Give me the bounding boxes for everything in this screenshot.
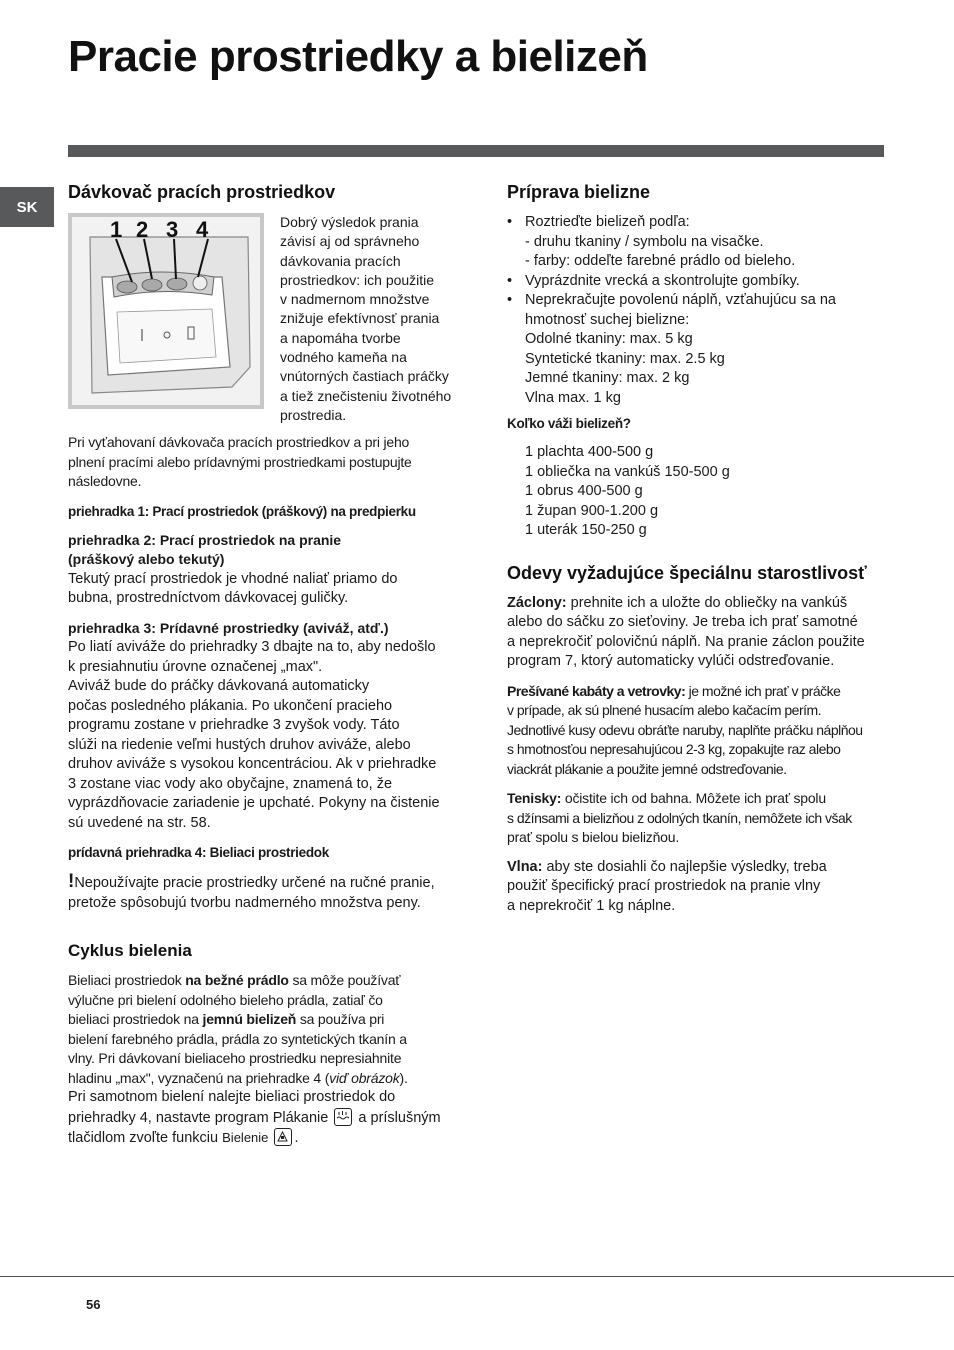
text-span: Roztrieďte bielizeň podľa: (525, 214, 690, 230)
compartment-3-label: priehradka 3: Prídavné prostriedky (aviváž, atď.) (68, 619, 389, 636)
text-bold: Záclony: (507, 594, 567, 611)
text-line: - druhu tkaniny / symbolu na visačke. (525, 233, 764, 250)
text-line: (práškový alebo tekutý) (68, 551, 225, 568)
text-bold: na bežné prádlo (185, 972, 289, 989)
text-line: Pri vyťahovaní dávkovača pracích prostriedkov a pri jeho (68, 434, 410, 451)
text-bold: Tenisky: (507, 790, 562, 806)
text-line: alebo do sáčku zo sieťoviny. Je treba ich prať samotné (507, 614, 858, 630)
compartment-4-label: prídavná priehradka 4: Bieliaci prostriedok (68, 845, 329, 861)
text-span: aby ste dosiahli čo najlepšie výsledky, treba (542, 858, 827, 875)
page-title: Pracie prostriedky a bielizeň (68, 32, 648, 81)
text-line: druhov aviváže s vysokou koncentráciou. Ak v priehradke (68, 756, 437, 773)
text-line: následovne. (68, 473, 142, 490)
text-line: slúži na riedenie veľmi hustých druhov aviváže, alebo (68, 736, 411, 753)
dispenser-illustration (72, 217, 260, 405)
warning-icon: ! (68, 871, 75, 893)
text-line: pretože spôsobujú tvorbu nadmerného množstva peny. (68, 894, 421, 911)
figure-number-2: 2 (136, 217, 149, 242)
text-line: výlučne pri bielení odolného bieleho prádla, zatiaľ čo (68, 991, 383, 1008)
bleach-text (68, 971, 460, 1088)
text-line: plnení pracími alebo prídavnými prostriedkami postupujte (68, 453, 412, 470)
curtains-paragraph (507, 594, 887, 672)
text-span: . (294, 1130, 299, 1147)
page-number: 56 (86, 1297, 101, 1312)
text-line: program 7, ktorý automaticky vylúči odstreďovanie. (507, 653, 835, 669)
text-span: Bieliaci prostriedok (68, 972, 186, 989)
text-span: očistite ich od bahna. Môžete ich prať spolu (561, 790, 826, 806)
dispenser-intro-row (68, 213, 460, 425)
dispenser-heading: Dávkovač pracích prostriedkov (68, 182, 336, 202)
rinse-icon (334, 1108, 352, 1126)
intro-line: prostriedkov: ich použitie (280, 271, 435, 288)
text-span: je možné ich prať v práčke (685, 682, 841, 699)
figure-number-1: 1 (110, 217, 123, 242)
intro-line: a napomáha tvorbe (280, 329, 401, 346)
text-line: počas posledného plákania. Po ukončení pracieho (68, 697, 393, 714)
bleach-heading: Cyklus bielenia (68, 941, 192, 961)
text-line: použiť špecifický prací prostriedok na pranie vlny (507, 878, 821, 894)
intro-line: Dobrý výsledok prania (280, 214, 419, 230)
text-span: Bielenie (222, 1130, 269, 1146)
text-line: Tekutý prací prostriedok je vhodné naliať priamo do (68, 570, 398, 587)
compartment-1-label: priehradka 1: Prací prostriedok (práškový) na predpierku (68, 503, 416, 519)
text-line: Aviváž bude do práčky dávkovaná automaticky (68, 678, 370, 695)
detergent-dispenser-drawing (68, 213, 264, 409)
list-item: • Vyprázdnite vrecká a skontrolujte gombíky. (507, 272, 887, 292)
text-span: sa používa pri (296, 1011, 385, 1028)
intro-line: v nadmernom množstve (280, 291, 430, 308)
list-item (507, 291, 887, 408)
left-column (68, 182, 460, 1149)
text-bold: jemnú bielizeň (202, 1011, 297, 1028)
text-line: a neprekročiť 1 kg náplne. (507, 897, 676, 914)
text-span: tlačidlom zvoľte funkciu (68, 1130, 223, 1147)
text-line: bubna, prostredníctvom dávkovacej guličky. (68, 590, 349, 607)
list-item (507, 213, 887, 272)
right-column (507, 182, 887, 916)
text-line: Pri samotnom bielení nalejte bieliaci prostriedok do (68, 1089, 396, 1106)
bleach-icon (274, 1128, 292, 1146)
list-item: 1 župan 900-1.200 g (525, 502, 659, 519)
text-line: k presiahnutiu úrovne označenej „max". (68, 658, 323, 675)
text-line: hmotnosť suchej bielizne: (525, 311, 690, 328)
text-span: hladinu „max", vyznačenú na priehradke 4 ( (68, 1069, 330, 1086)
compartment-2-text (68, 570, 460, 609)
intro-line: dávkovania pracích (280, 252, 401, 269)
text-line: Nepoužívajte pracie prostriedky určené na ručné pranie, (74, 875, 435, 892)
text-span: priehradky 4, nastavte program Plákanie (68, 1109, 329, 1126)
text-line: Odolné tkaniny: max. 5 kg (525, 331, 693, 347)
intro-line: závisí aj od správneho (280, 233, 420, 250)
figure-number-3: 3 (166, 217, 179, 242)
text-line: sú uvedené na str. 58. (68, 814, 211, 831)
weight-heading: Koľko váži bielizeň? (507, 416, 631, 431)
text-line: • Neprekračujte povolenú náplň, vzťahujúcu sa na (525, 292, 836, 308)
text-span: prehnite ich a uložte do obliečky na vankúš (566, 594, 848, 611)
text-line: s hmotnosťou nepresahujúcou 2-3 kg, zopakujte raz alebo (507, 741, 841, 757)
text-span: a príslušným (358, 1109, 441, 1126)
text-line: vyprázdňovacie zariadenie je upchaté. Pokyny na čistenie (68, 795, 440, 812)
list-item: 1 obrus 400-500 g (525, 483, 643, 499)
text-line: s džínsami a bielizňou z odolných tkanín, nemôžete ich však (507, 809, 852, 826)
figure-number-4: 4 (196, 217, 209, 242)
footer-rule (0, 1276, 954, 1277)
warning-note (68, 872, 460, 913)
text-line: vlny. Pri dávkovaní bieliaceho prostriedku nepresiahnite (68, 1050, 402, 1067)
sneakers-paragraph (507, 789, 887, 848)
header-rule (68, 145, 884, 157)
intro-line: prostredia. (280, 406, 347, 423)
bleach-text-2 (68, 1088, 460, 1149)
text-line: Vlna max. 1 kg (525, 389, 621, 406)
text-italic: viď obrázok (329, 1069, 400, 1086)
wool-paragraph (507, 858, 887, 917)
dispenser-intro-text (280, 213, 460, 425)
text-bold: Vlna: (507, 858, 543, 875)
text-line: Jednotlivé kusy odevu obráťte naruby, naplňte práčku náplňou (507, 721, 863, 738)
text-line: a neprekročiť polovičnú náplň. Na pranie záclon použite (507, 633, 865, 650)
text-line: programu zostane v priehradke 3 zvyšok vody. Táto (68, 717, 400, 734)
text-line: Po liatí aviváže do priehradky 3 dbajte na to, aby nedošlo (68, 639, 436, 656)
text-line: Syntetické tkaniny: max. 2.5 kg (525, 350, 725, 367)
text-line: prať spolu s bielou bielizňou. (507, 829, 680, 845)
intro-line: znižuje efektívnosť prania (280, 310, 440, 327)
list-item: 1 obliečka na vankúš 150-500 g (525, 463, 730, 480)
text-line: 3 zostane viac vody ako obyčajne, znamená to, že (68, 775, 393, 792)
intro-line: vnútorných častiach práčky (280, 368, 449, 385)
text-line: viackrát plákanie a použite jemné odstreďovanie. (507, 760, 787, 777)
text-span: ). (399, 1069, 408, 1086)
intro-line: a tiež znečisteniu životného (280, 387, 452, 404)
text-span: bieliaci prostriedok na (68, 1011, 203, 1028)
language-tab: SK (0, 187, 54, 227)
text-line: Jemné tkaniny: max. 2 kg (525, 370, 690, 386)
text-line: priehradka 2: Prací prostriedok na pranie (68, 531, 342, 548)
prep-heading: Príprava bielizne (507, 182, 651, 202)
text-span: sa môže používať (288, 972, 401, 989)
text-bold: Prešívané kabáty a vetrovky: (507, 682, 686, 699)
dispenser-instructions (68, 433, 460, 492)
text-line: bielení farebného prádla, prádla zo syntetických tkanín a (68, 1030, 407, 1047)
weight-list (507, 443, 887, 541)
compartment-3-text (68, 638, 460, 833)
text-line: v prípade, ak sú plnené husacím alebo kačacím perím. (507, 702, 822, 718)
prep-list (507, 213, 887, 408)
compartment-2-label (68, 531, 460, 570)
text-line: - farby: oddeľte farebné prádlo od bieleho. (525, 253, 796, 269)
list-item: 1 uterák 150-250 g (525, 522, 647, 538)
coats-paragraph (507, 682, 887, 780)
list-item: 1 plachta 400-500 g (525, 444, 654, 460)
intro-line: vodného kameňa na (280, 349, 407, 366)
special-care-heading: Odevy vyžadujúce špeciálnu starostlivosť (507, 562, 867, 583)
